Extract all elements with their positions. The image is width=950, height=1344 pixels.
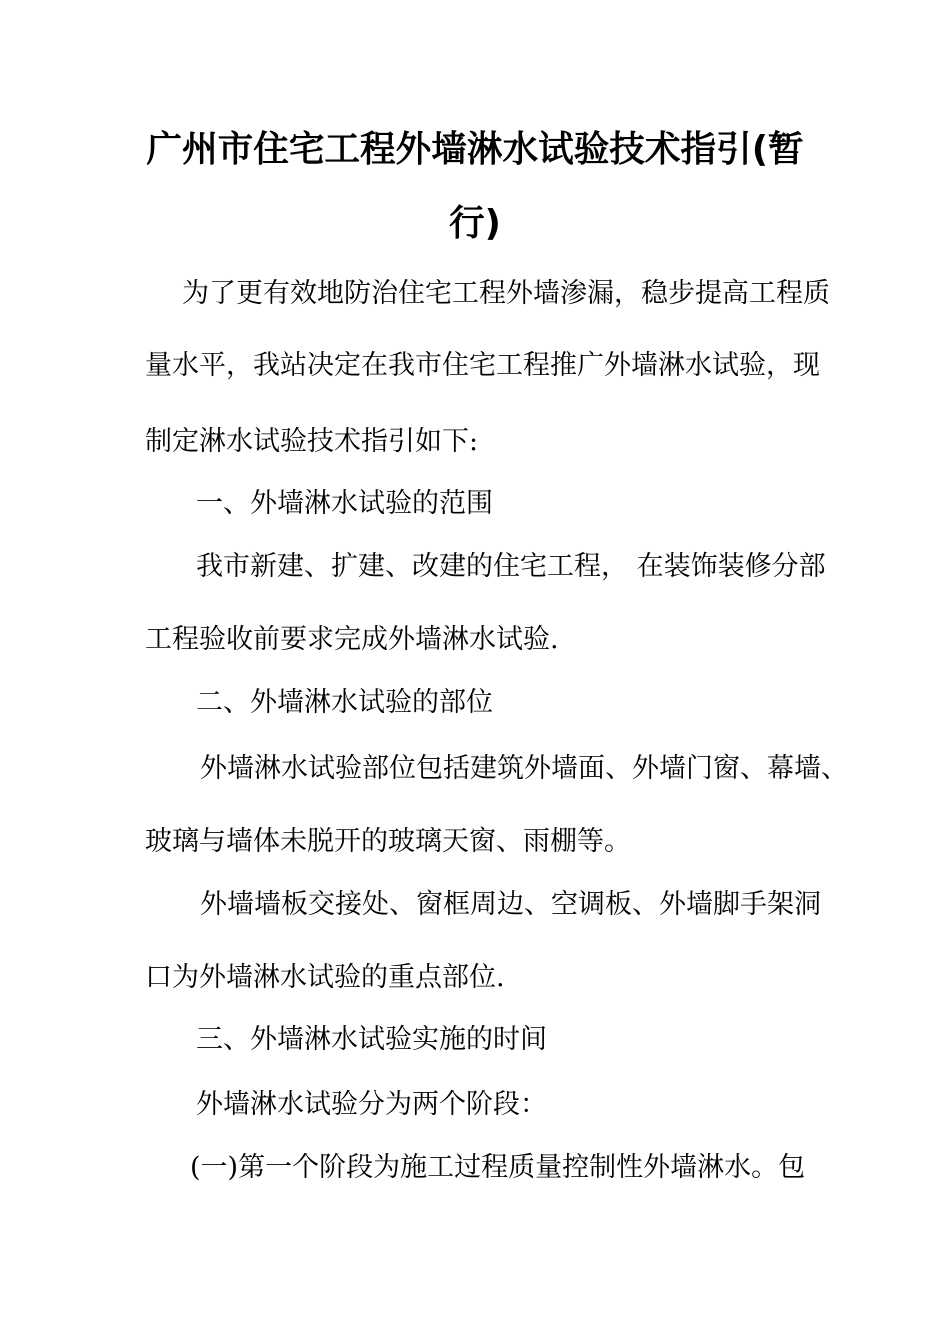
document-title-line-1: 广州市住宅工程外墙淋水试验技术指引(暂 <box>146 129 804 170</box>
document-title-line-2: 行) <box>449 203 501 244</box>
paragraph-line: 为了更有效地防治住宅工程外墙渗漏，稳步提高工程质 <box>182 278 830 309</box>
paragraph-line: 外墙墙板交接处、窗框周边、空调板、外墙脚手架洞 <box>200 889 821 920</box>
paragraph-line: 量水平，我站决定在我市住宅工程推广外墙淋水试验，现 <box>145 350 820 381</box>
section-heading: 一、外墙淋水试验的范围 <box>196 488 493 519</box>
section-heading: 三、外墙淋水试验实施的时间 <box>196 1024 547 1055</box>
paragraph-line: 我市新建、扩建、改建的住宅工程， 在装饰装修分部 <box>196 551 826 582</box>
paragraph-line: 外墙淋水试验分为两个阶段： <box>196 1089 547 1120</box>
paragraph-line: 玻璃与墙体未脱开的玻璃天窗、雨棚等。 <box>145 826 631 857</box>
paragraph-line: 工程验收前要求完成外墙淋水试验. <box>145 624 559 655</box>
paragraph-line: (一)第一个阶段为施工过程质量控制性外墙淋水。包 <box>190 1152 806 1183</box>
section-heading: 二、外墙淋水试验的部位 <box>196 687 493 718</box>
paragraph-line: 口为外墙淋水试验的重点部位. <box>145 962 505 993</box>
paragraph-line: 外墙淋水试验部位包括建筑外墙面、外墙门窗、幕墙、 <box>200 753 848 784</box>
paragraph-line: 制定淋水试验技术指引如下: <box>145 426 479 457</box>
